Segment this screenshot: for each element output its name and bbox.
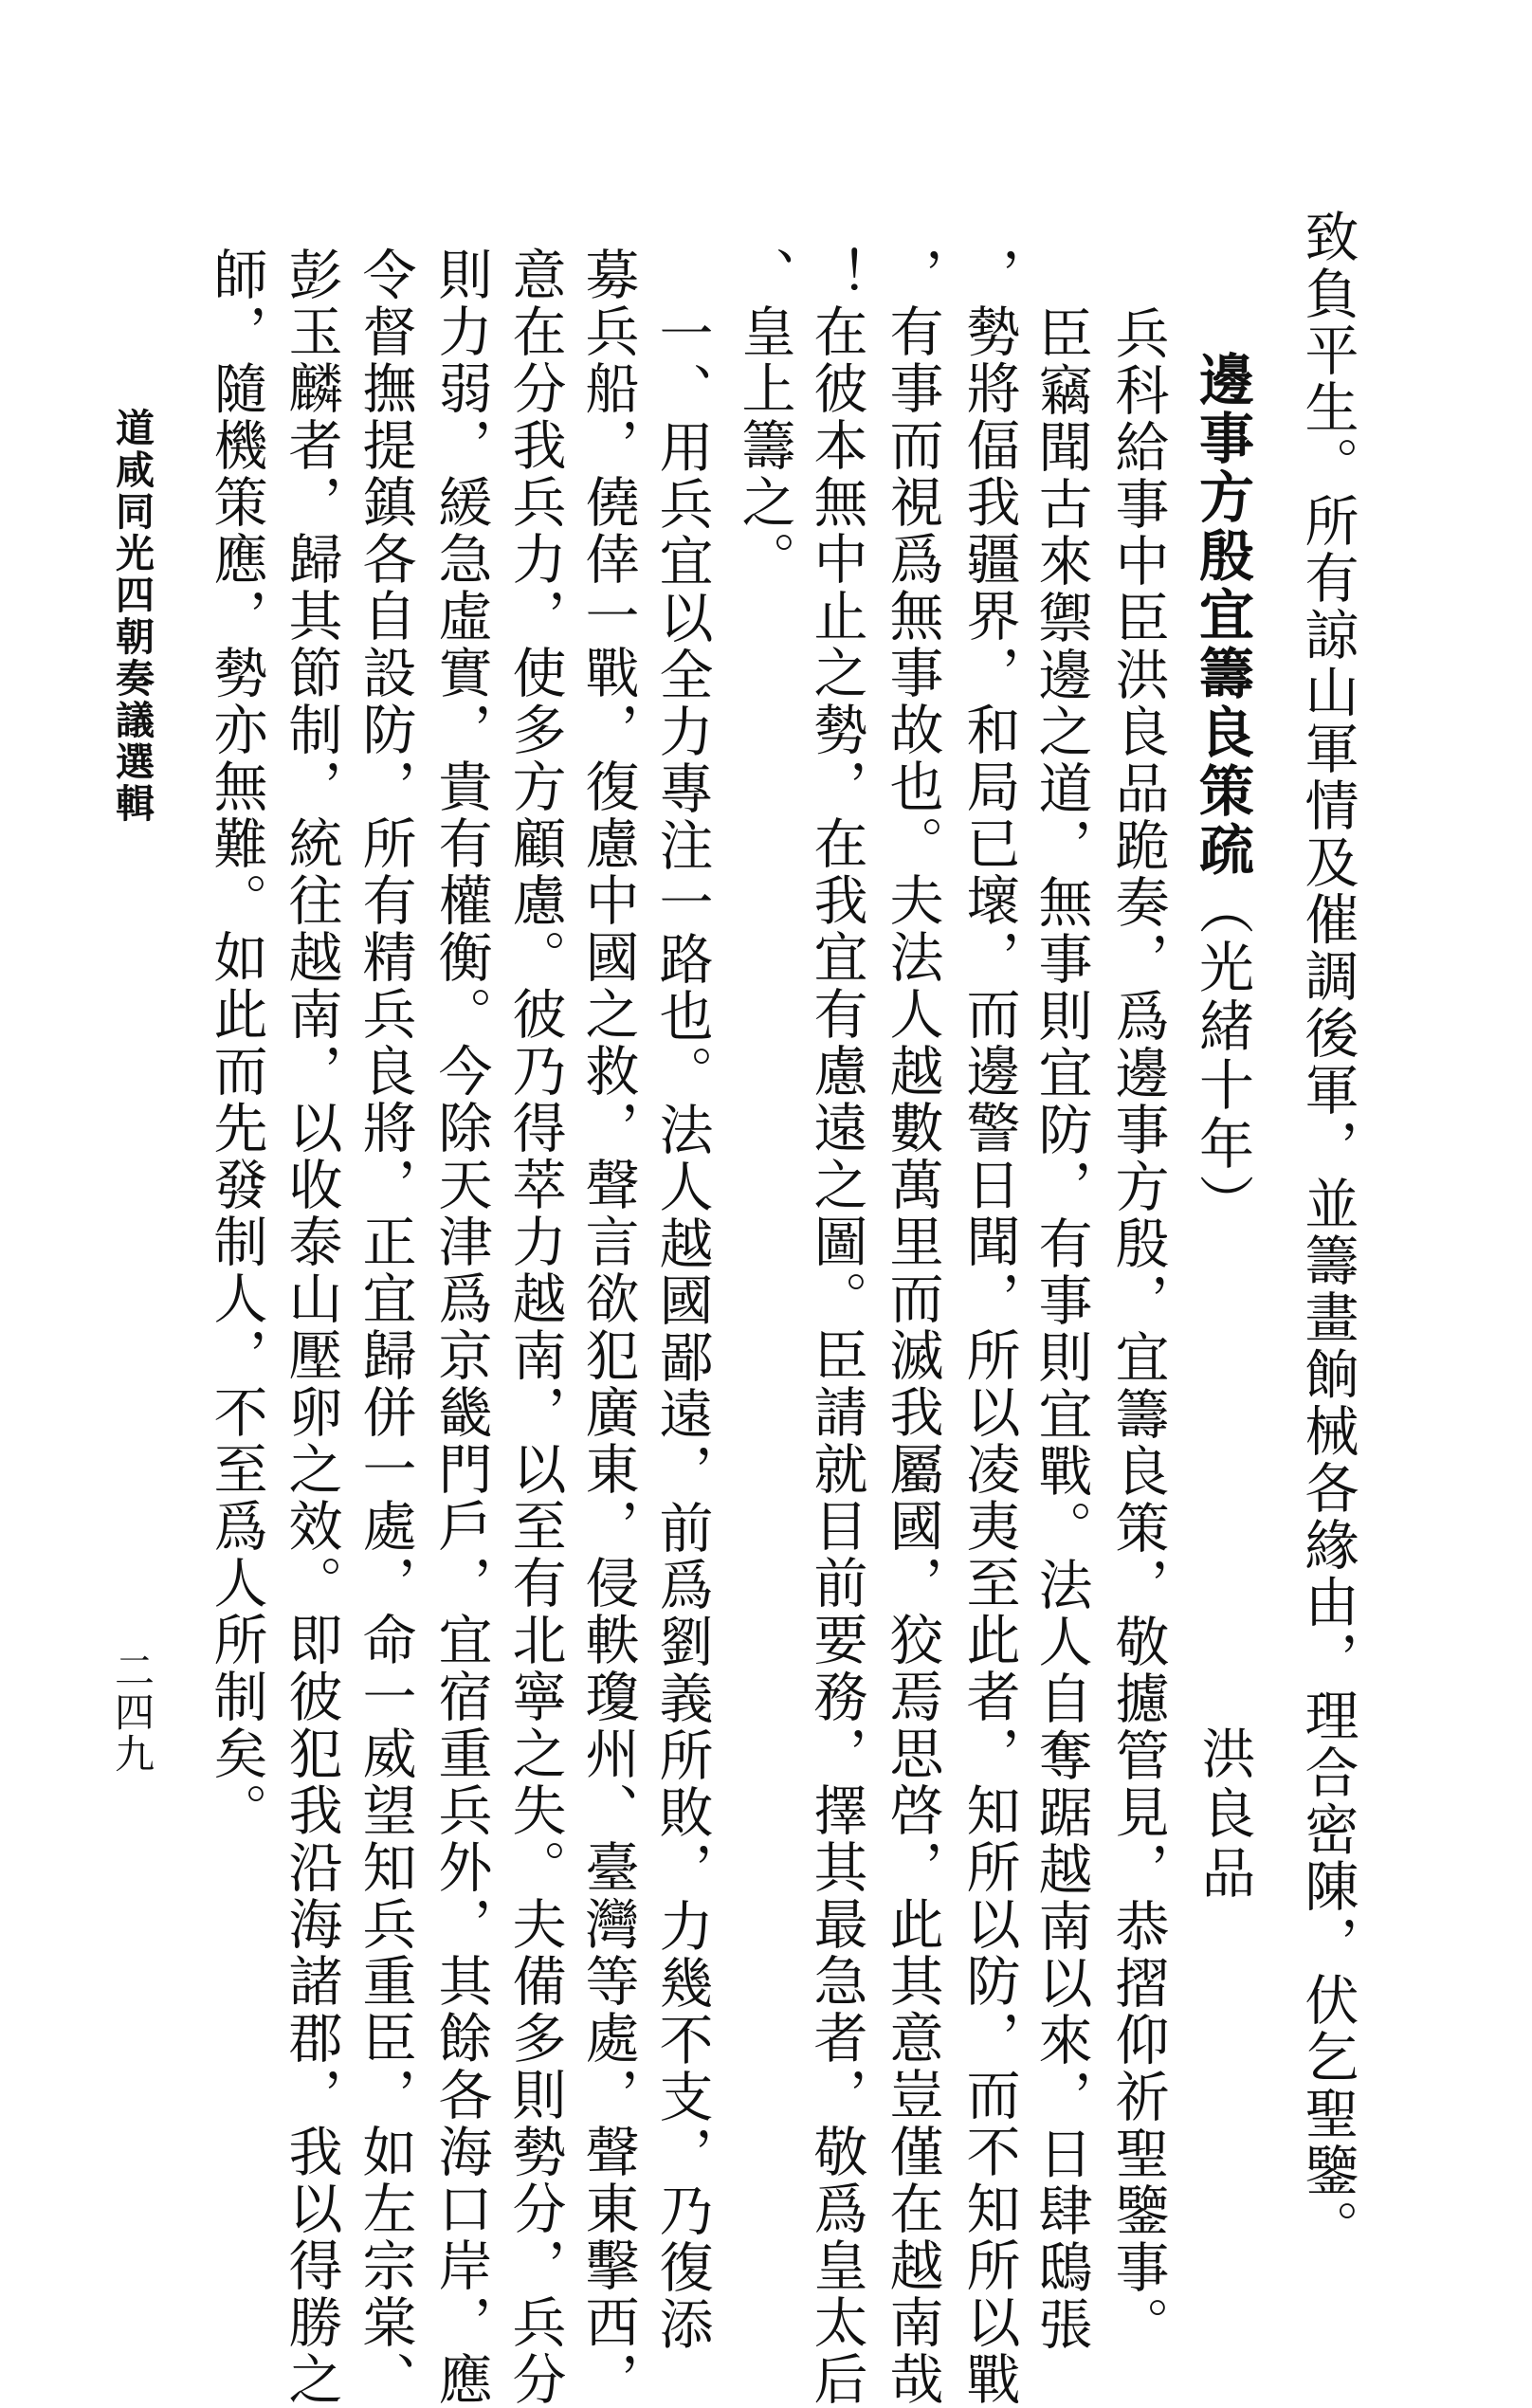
memorial-title [1190, 351, 1254, 1232]
page-number: 二四九 [109, 1650, 155, 1775]
memorial-title-text: 邊事方殷宜籌良策疏 [1190, 351, 1254, 880]
text-column-8: 一、用兵宜以全力專注一路也。法人越國鄙遠，前爲劉義所敗，力幾不支，乃復添 [650, 305, 713, 2353]
text-column-3: 臣竊聞古來禦邊之道，無事則宜防，有事則宜戰。法人自奪踞越南以來，日肆鴟張 [1030, 305, 1092, 2353]
text-column-2: 兵科給事中臣洪良品跪奏，爲邊事方殷，宜籌良策，敬攄管見，恭摺仰祈聖鑒事。 [1106, 305, 1169, 2353]
text-column-11: 則力弱，緩急虛實，貴有權衡。今除天津爲京畿門戶，宜宿重兵外，其餘各海口岸，應 [429, 246, 492, 2408]
text-column-1: 致負平生。所有諒山軍情及催調後軍，並籌畫餉械各緣由，理合密陳，伏乞聖鑒。 [1296, 209, 1359, 2256]
text-column-10: 意在分我兵力，使多方顧慮。彼乃得萃力越南，以至有北寧之失。夫備多則勢分，兵分 [503, 246, 566, 2408]
text-column-4: ，勢將偪我疆界，和局已壞，而邊警日聞，所以凌夷至此者，知所以防，而不知所以戰 [958, 246, 1020, 2408]
text-column-13: 彭玉麟者，歸其節制，統往越南，以收泰山壓卵之效。即彼犯我沿海諸郡，我以得勝之 [280, 246, 342, 2408]
text-column-7: 、皇上籌之。 [733, 246, 795, 588]
text-column-6: ！在彼本無中止之勢，在我宜有慮遠之圖。臣請就目前要務，擇其最急者，敬爲皇太后 [805, 246, 867, 2408]
book-title: 道咸同光四朝奏議選輯 [109, 408, 155, 825]
text-column-9: 募兵船，僥倖一戰，復慮中國之救，聲言欲犯廣東，侵軼瓊州、臺灣等處，聲東擊西， [576, 246, 639, 2408]
text-column-14: 師，隨機策應，勢亦無難。如此而先發制人，不至爲人所制矣。 [205, 246, 267, 1839]
text-column-5: ，有事而視爲無事故也。夫法人越數萬里而滅我屬國，狡焉思啓，此其意豈僅在越南哉 [881, 246, 943, 2408]
text-column-12: 令督撫提鎮各自設防，所有精兵良將，正宜歸併一處，命一威望知兵重臣，如左宗棠、 [354, 246, 416, 2408]
memorial-author: 洪良品 [1193, 1725, 1255, 1905]
memorial-title-note: （光緒十年） [1190, 880, 1254, 1232]
